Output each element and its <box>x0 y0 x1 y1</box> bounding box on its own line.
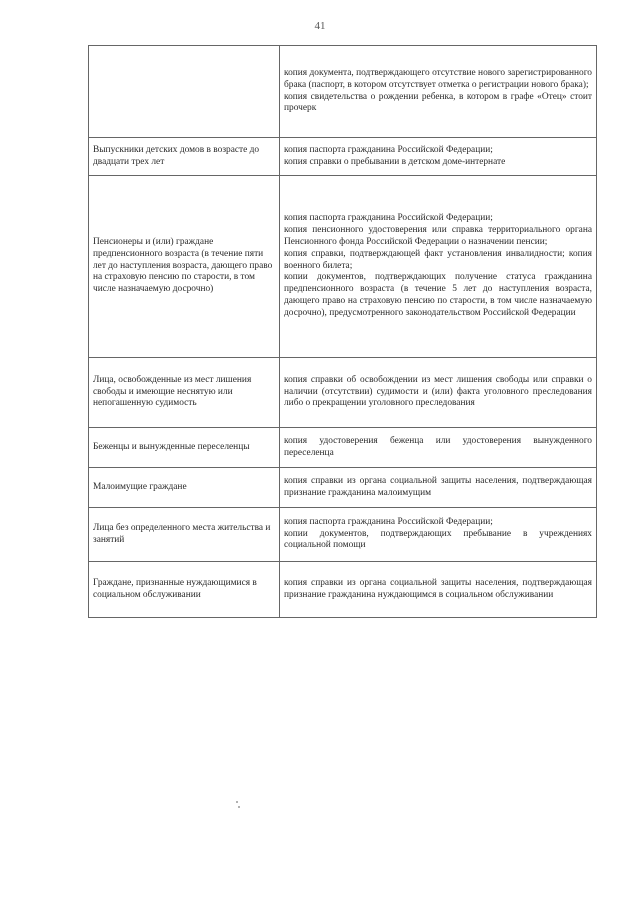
document-line: копия справки об освобождении из мест лишения свободы или справки о наличии (отсутствии) судимости и (или) факта уголовного преследования либо о прекращении уголовного преследования <box>284 374 592 409</box>
scan-speck <box>238 806 240 808</box>
document-line: копия справки из органа социальной защиты населения, подтверждающая признание гражданина малоимущим <box>284 475 592 498</box>
documents-cell <box>280 176 597 358</box>
category-cell <box>89 46 280 138</box>
table-row <box>89 176 597 358</box>
document-line: копия свидетельства о рождении ребенка, в котором в графе «Отец» стоит прочерк <box>284 91 592 114</box>
document-line: копия паспорта гражданина Российской Федерации; <box>284 516 493 527</box>
document-line: копия справки из органа социальной защиты населения, подтверждающая признание гражданина нуждающимся в социальном обслуживании <box>284 577 592 600</box>
document-line: копия справки о пребывании в детском доме-интернате <box>284 156 506 167</box>
documents-cell <box>280 358 597 428</box>
category-cell: Беженцы и вынужденные переселенцы <box>89 428 280 468</box>
document-line: копия справки, подтверждающей факт установления инвалидности; копия военного билета; <box>284 248 592 271</box>
documents-cell <box>280 138 597 176</box>
table-row <box>89 428 597 468</box>
table-row <box>89 358 597 428</box>
documents-cell <box>280 562 597 618</box>
documents-table <box>88 45 597 618</box>
documents-cell <box>280 468 597 508</box>
category-cell: Граждане, признанные нуждающимися в социальном обслуживании <box>89 562 280 618</box>
table-row <box>89 46 597 138</box>
scan-speck <box>236 801 238 803</box>
page-number: 41 <box>314 20 326 32</box>
category-cell: Малоимущие граждане <box>89 468 280 508</box>
category-cell: Выпускники детских домов в возрасте до двадцати трех лет <box>89 138 280 176</box>
document-line: копия паспорта гражданина Российской Федерации; <box>284 144 493 155</box>
table-row <box>89 562 597 618</box>
table-row <box>89 508 597 562</box>
document-line: копии документов, подтверждающих пребывание в учреждениях социальной помощи <box>284 528 592 551</box>
documents-cell <box>280 428 597 468</box>
document-line: копия паспорта гражданина Российской Федерации; <box>284 212 493 223</box>
documents-cell <box>280 46 597 138</box>
category-cell: Лица, освобожденные из мест лишения свободы и имеющие неснятую или непогашенную судимость <box>89 358 280 428</box>
documents-cell <box>280 508 597 562</box>
document-line: копии документов, подтверждающих получение статуса гражданина предпенсионного возраста (в течение 5 лет до наступления возраста, дающего право на страховую пенсию по старости, в том числе назначаемую досрочно), предусмотренного законодательством Российской Федерации <box>284 272 592 319</box>
document-line: копия пенсионного удостоверения или справка территориального органа Пенсионного фонда Российской Федерации о назначении пенсии; <box>284 224 592 247</box>
document-line: копия удостоверения беженца или удостоверения вынужденного переселенца <box>284 435 592 458</box>
table-row <box>89 138 597 176</box>
document-line: копия документа, подтверждающего отсутствие нового зарегистрированного брака (паспорт, в котором отсутствует отметка о регистрации нового брака); <box>284 67 592 90</box>
table-row <box>89 468 597 508</box>
category-cell: Лица без определенного места жительства и занятий <box>89 508 280 562</box>
category-cell: Пенсионеры и (или) граждане предпенсионного возраста (в течение пяти лет до наступления возраста, дающего право на страховую пенсию по старости, в том числе назначаемую досрочно) <box>89 176 280 358</box>
